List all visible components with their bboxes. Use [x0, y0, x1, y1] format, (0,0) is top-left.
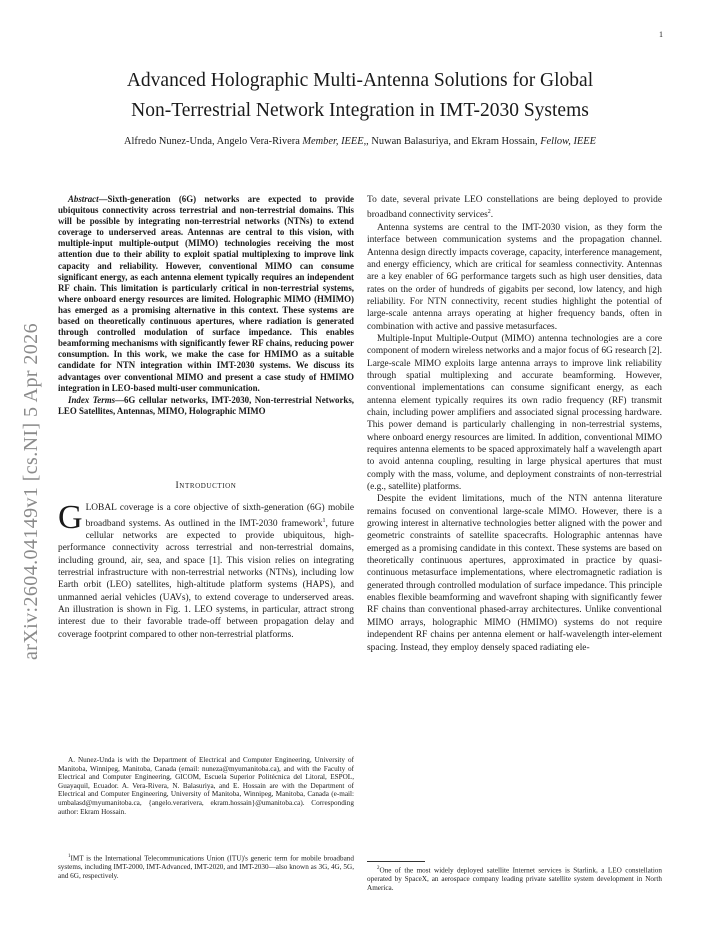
section-heading-introduction: Introduction: [175, 479, 237, 491]
right-paragraph-1: [367, 194, 662, 222]
abstract-text: —Sixth-generation (6G) networks are expected to provide ubiquitous connectivity across terrestrial and non-terrestrial domains. This will be possible by integrating non-terrestrial networks (NTNs) to extend coverage to underserved areas. Antennas are central to this vision, with multiple-input multiple-output (MIMO) technologies receiving the most attention due to their ability to exploit spatial multiplexing to improve link capacity and reliability. However, conventional MIMO can consume significant energy, as each antenna element typically requires an independent RF chain. This limitation is particularly critical in non-terrestrial systems, where onboard energy resources are limited. Holographic MIMO (HMIMO) has emerged as a promising alternative in this context. These systems are based on theoretically continuous apertures, where radiation is generated through controlled modulation of surface impedance. This enables beamforming mechanisms with significantly fewer RF chains, reducing power consumption. In this work, we make the case for HMIMO as a suitable candidate for NTN integration within IMT-2030 systems. We discuss its advantages over conventional MIMO and present a case study of HMIMO integration in LEO-based multi-user communication.: [58, 194, 354, 393]
footnote-1: [58, 853, 354, 880]
index-terms-text: —6G cellular networks, IMT-2030, Non-terrestrial Networks, LEO Satellites, Antennas, MIMO, Holographic MIMO: [58, 394, 354, 416]
right-paragraph-3: Multiple-Input Multiple-Output (MIMO) antenna technologies are a core component of modern wireless networks and a major focus of 6G research [2]. Large-scale MIMO exploits large antenna arrays to improve link reliability through spatial multiplexing and accurate beamforming. However, conventional implementations can consume significant energy, as each antenna element typically requires its own radio frequency (RF) transmit chain, including power amplifiers and associated signal processing hardware. This power demand is particularly challenging in non-terrestrial systems, where onboard energy resources are limited. In addition, conventional MIMO requires antenna elements to be spaced approximately half a wavelength apart to avoid antenna coupling, resulting in large physical apertures that must comply with the mass, volume, and deployment constraints of non-terrestrial (e.g., satellite) platforms.: [367, 333, 662, 493]
intro-text-rest: , future cellular networks are expected to provide ubiquitous, high-performance connectivity across terrestrial and non-terrestrial domains, including ground, air, sea, and space [1]. This vision relies on integrating terrestrial infrastructure with non-terrestrial networks (NTNs), including low Earth orbit (LEO) satellites, high-altitude platform systems (HAPS), and unmanned aerial vehicles (UAVs), to extend coverage to underserved areas. An illustration is shown in Fig. 1. LEO systems, in particular, attract strong interest due to their favorable trade-off between propagation delay and coverage footprint compared to other non-terrestrial platforms.: [58, 518, 354, 640]
footnote-ref-1: 1: [322, 517, 326, 524]
right-p1-text: To date, several private LEO constellations are being deployed to provide broadband connectivity services: [367, 195, 662, 221]
left-column: [58, 194, 354, 641]
abstract-label: Abstract: [68, 194, 99, 204]
title-line-1: Advanced Holographic Multi-Antenna Solutions for Global: [126, 70, 594, 91]
right-p1-end: .: [490, 210, 494, 221]
authors-names-continued: , Nuwan Balasuriya, and Ekram Hossain,: [366, 136, 541, 147]
intro-paragraph: [58, 499, 354, 641]
footnote-rule: [367, 861, 425, 862]
title-line-2: Non-Terrestrial Network Integration in IMT-2030 Systems: [131, 100, 589, 121]
index-terms-label: Index Terms: [68, 394, 116, 405]
footnote-2: [367, 865, 662, 892]
footnote-1-mark: 1: [68, 854, 71, 859]
page-number: 1: [659, 30, 663, 39]
abstract: [58, 194, 354, 394]
paper-title: [70, 66, 650, 126]
arxiv-identifier-stamp: arXiv:2604.04149v1 [cs.NI] 5 Apr 2026: [20, 323, 42, 660]
footnote-1-text: IMT is the International Telecommunications Union (ITU)'s generic term for mobile broadband systems, including IMT-2000, IMT-Advanced, IMT-2020, and IMT-2030—also known as 3G, 4G, 5G, and 6G, respectively.: [58, 854, 354, 880]
affiliation-footnote: A. Nunez-Unda is with the Department of Electrical and Computer Engineering, University of Manitoba, Winnipeg, Manitoba, Canada (email: nuneza@myumanitoba.ca), and with the Faculty of Electrical and Computer Engineering, GICOM, Escuela Superior Politécnica del Litoral, ESPOL, Guayaquil, Ecuador. A. Vera-Rivera, N. Balasuriya, and E. Hossain are with the Department of Electrical and Computer Engineering, University of Manitoba, Winnipeg, Manitoba, Canada (e-mail: umbalasd@myumanitoba.ca, {angelo.verarivera, ekram.hossain}@umanitoba.ca). Corresponding author: Ekram Hossain.: [58, 756, 354, 816]
authors-names: Alfredo Nunez-Unda, Angelo Vera-Rivera: [124, 136, 303, 147]
right-paragraph-4: Despite the evident limitations, much of the NTN antenna literature remains focused on conventional large-scale MIMO. However, there is a growing interest in alternative technologies better aligned with the power and geometric constraints of satellite spacecrafts. Holographic antennas have emerged as a promising candidate in this context. These systems are based on theoretically continuous apertures, approximated in practice by quasi-continuous metasurface implementations, where electromagnetic radiation is generated through controlled modulation of surface impedance. This principle enables flexible beamforming and wavefront shaping with significantly fewer RF chains than conventional phased-array architectures. Unlike conventional MIMO arrays, holographic MIMO (HMIMO) systems do not require independent RF chains per antenna element or half-wavelength inter-element spacing. Instead, they employ densely spaced radiating ele-: [367, 494, 662, 653]
authors-fellow-tag: Fellow, IEEE: [540, 136, 596, 147]
author-line: [40, 136, 680, 147]
index-terms: [58, 395, 354, 417]
authors-member-tag: Member, IEEE,: [302, 136, 367, 147]
footnote-ref-2: 2: [487, 209, 491, 216]
right-column: [367, 194, 662, 654]
dropcap-letter: G: [58, 499, 83, 537]
footnote-2-text: One of the most widely deployed satellite Internet services is Starlink, a LEO constellation operated by SpaceX, an aerospace company leading private satellite system development in North America.: [367, 866, 662, 892]
footnote-2-mark: 2: [377, 866, 380, 871]
intro-text-start: LOBAL coverage is a core objective of sixth-generation (6G) mobile broadband systems. As outlined in the IMT-2030 framework: [85, 503, 354, 529]
right-paragraph-2: Antenna systems are central to the IMT-2030 vision, as they form the interface between communication systems and the propagation channel. Antenna design directly impacts coverage, capacity, interference management, and energy efficiency, which are critical for seamless connectivity. Antennas are a key enabler of 6G performance targets such as high user densities, data rates on the order of hundreds of gigabits per second, low latency, and high reliability. For NTN connectivity, recent studies highlight the potential of large-scale antenna arrays operating at higher frequency bands, often in combination with active and passive metasurfaces.: [367, 222, 662, 332]
